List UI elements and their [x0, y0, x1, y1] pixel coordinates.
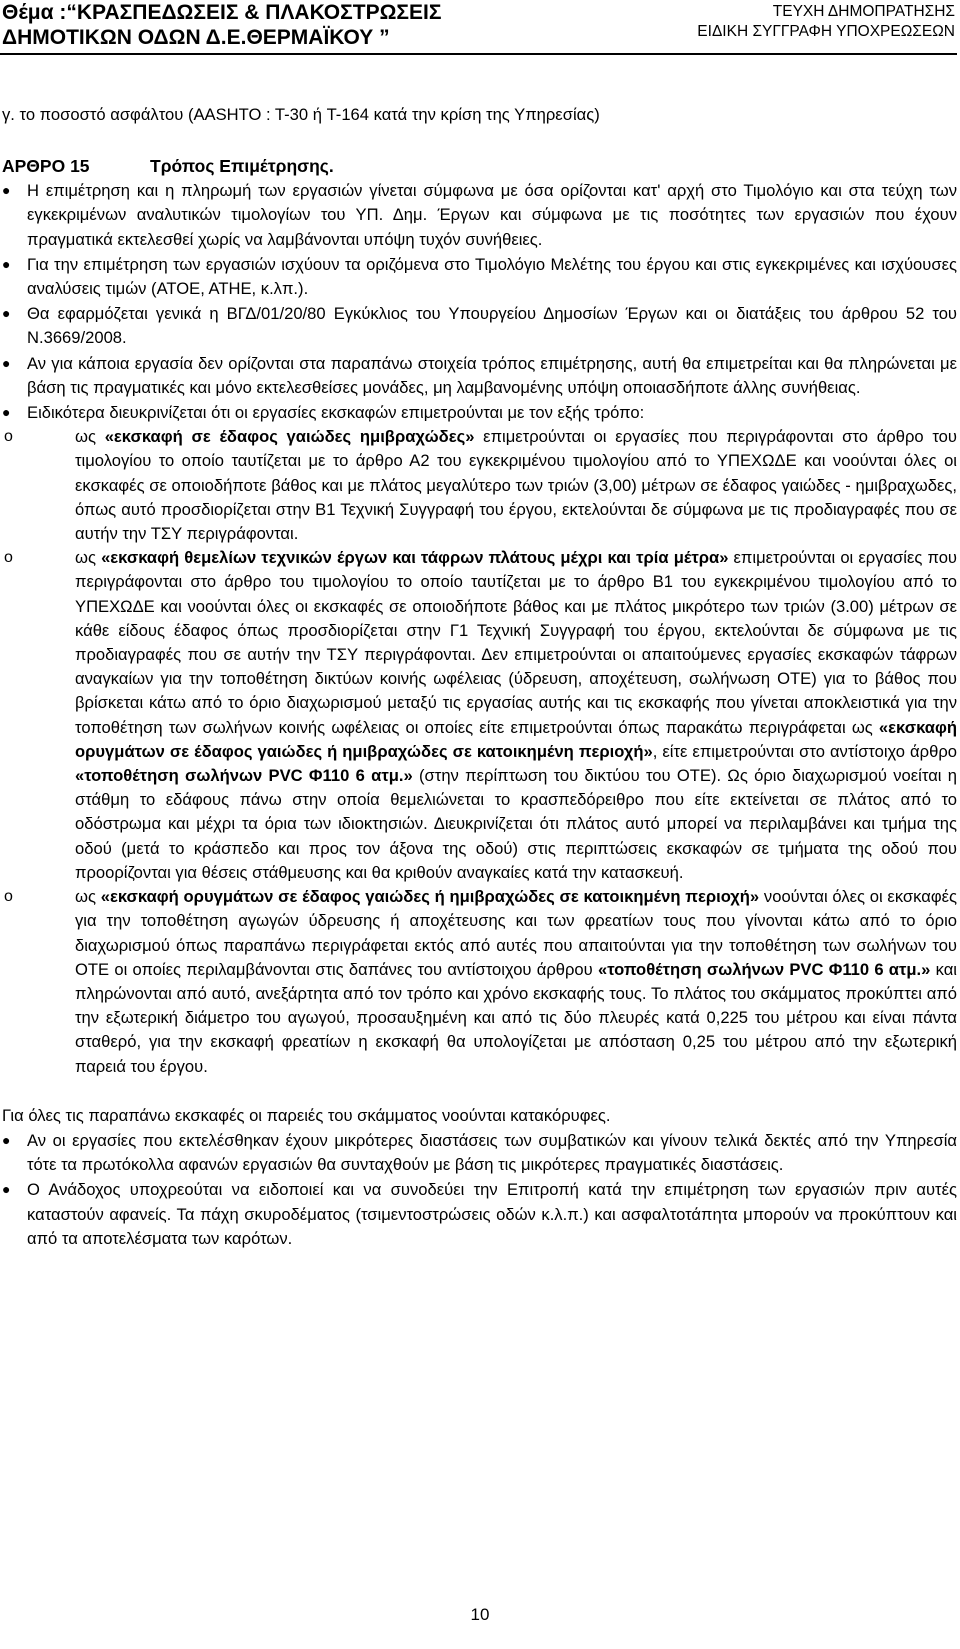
article-number: ΑΡΘΡΟ 15	[2, 156, 90, 177]
bullet-icon: ●	[2, 182, 11, 199]
bullet-icon: ●	[2, 1181, 11, 1198]
bullet-icon: ●	[2, 305, 11, 322]
circle-bullet-icon: o	[4, 428, 13, 446]
intro-line: γ. το ποσοστό ασφάλτου (AASHTO : T-30 ή T-164 κατά την κρίση της Υπηρεσίας)	[2, 105, 600, 124]
sub-text: (στην περίπτωση του δικτύου του ΟΤΕ). Ως όριο διαχωρισμού νοείται η στάθμη το εδάφους πάνω στην οποία θεμελιώνεται το κρασπεδόρειθρο που είτε εκτείνεται σε πλάτος από το οδόστρωμα και μέχρι τα όρια των ιδιοκτησιών. Διευκρινίζεται ότι πλάτος αυτό μπορεί να περιλαμβάνει και τμήμα της οδού (μετά το κράσπεδο και προς τον άξονα της οδού) στις περιπτώσεις εκσκαφών σε τμήματα της οδού που προορίζονται για θέσεις στάθμευσης και θα κριθούν αναγκαίες κατά την κατασκευή.	[75, 766, 957, 882]
bullet-icon: ●	[2, 354, 11, 371]
bullet-text: Αν οι εργασίες που εκτελέσθηκαν έχουν μικρότερες διαστάσεις των συμβατικών και γίνουν τελικά δεκτές από την Υπηρεσία τότε τα πρωτόκολλα αφανών εργασιών θα συνταχθούν με βάση τις μικρότερες πραγματικές διαστάσεις.	[27, 1130, 957, 1175]
bullet-text: Ο Ανάδοχος υποχρεούται να ειδοποιεί και να συνοδεύει την Επιτροπή κατά την επιμέτρηση των εργασιών πριν αυτές καταστούν αφανείς. Τα πάχη σκυροδέματος (τσιμεντοστρώσεις οδών κ.λ.π.) και ασφαλτοτάπητα μπορούν να προκύπτουν και από τα αποτελέσματα των καρότων.	[27, 1180, 957, 1248]
sub-text: νοούνται όλες οι εκσκαφές για την τοποθέτηση αγωγών ύδρευσης ή αποχέτευσης και των φρεατίων τους που γίνονται κάτω από το όριο διαχωρισμού όπως παραπάνω περιγράφεται εκτός από αυτές που απαιτούνται για την τοποθέτηση των σωλήνων του ΟΤΕ οι οποίες περιλαμβάνονται στις δαπάνες του αντίστοιχου άρθρου	[75, 887, 957, 979]
bullet-icon: ●	[2, 255, 11, 272]
circle-bullet-icon: o	[4, 549, 13, 567]
sub-text: ως	[75, 548, 102, 568]
sub-item-excavation-earth	[2, 425, 957, 546]
bullet-item	[2, 1128, 957, 1177]
sub-bold-term: «εκσκαφή σε έδαφος γαιώδες ημιβραχώδες»	[104, 427, 475, 447]
sub-bold-term: «εκσκαφή ορυγμάτων σε έδαφος γαιώδες ή ημιβραχώδες σε κατοικημένη περιοχή»	[100, 887, 760, 907]
bullet-item	[2, 1177, 957, 1251]
sub-bold-term: «τοποθέτηση σωλήνων PVC Φ110 6 ατμ.»	[597, 959, 931, 979]
section-line-1: ΤΕΥΧΗ ΔΗΜΟΠΡΑΤΗΣΗΣ	[772, 3, 955, 20]
sub-text: , είτε επιμετρούνται στο αντίστοιχο άρθρο	[652, 741, 957, 761]
sub-item-excavation-foundations	[2, 546, 957, 885]
section-line-2: ΕΙΔΙΚΗ ΣΥΓΓΡΑΦΗ ΥΠΟΧΡΕΩΣΕΩΝ	[697, 23, 955, 40]
sub-text: και πληρώνονται από αυτό, ανεξάρτητα από τον τρόπο και χρόνο εκσκαφής τους. Το πλάτος του σκάμματος προκύπτει από την εξωτερική διάμετρο του αγωγού, προσαυξημένη και από τις δύο πλευρές κατά 0,225 του μέτρου και είναι πάντα σταθερό, για την εκσκαφή φρεατίων η εκσκαφή θα υπολογίζεται με απόσταση 0,25 του μέτρου από την εξωτερική παρειά του έργου.	[75, 959, 957, 1076]
bullet-text: Αν για κάποια εργασία δεν ορίζονται στα παραπάνω στοιχεία τρόπος επιμέτρησης, αυτή θα επιμετρείται και θα πληρώνεται με βάση τις πραγματικές και μόνο εκτελεσθείσες μονάδες, μη λαμβανομένης υπόψη οποιασδήποτε άλλης συνήθειας.	[27, 353, 957, 397]
bullet-item	[2, 301, 957, 350]
document-title	[2, 0, 441, 50]
title-line-1: Θέμα :“ΚΡΑΣΠΕΔΩΣΕΙΣ & ΠΛΑΚΟΣΤΡΩΣΕΙΣ	[2, 1, 442, 24]
article-title: Τρόπος Επιμέτρησης.	[150, 156, 334, 177]
sub-bold-term: «τοποθέτηση σωλήνων PVC Φ110 6 ατμ.»	[75, 766, 413, 786]
sub-text: επιμετρούνται οι εργασίες που περιγράφονται στο άρθρο του τιμολογίου το οποίο ταυτίζεται με το άρθρο Α2 του εγκεκριμένου τιμολογίου από το ΥΠΕΧΩΔΕ και νοούνται όλες οι εκσκαφές σε οποιοδήποτε βάθος και με πλάτος μεγαλύτερο των τριών (3,00) μέτρων σε έδαφος γαιώδες - ημιβραχωδες, όπως αυτό προσδιορίζεται στην Β1 Τεχνική Συγγραφή του έργου, εκτελούνται δε σύμφωνα με τις προδιαγραφές που σε αυτήν την ΤΣΥ περιγράφονται.	[75, 427, 957, 544]
bullet-text: Η επιμέτρηση και η πληρωμή των εργασιών γίνεται σύμφωνα με όσα ορίζονται κατ' αρχή στο Τιμολόγιο και στα τεύχη των εγκεκριμένων αναλυτικών τιμολογίων του ΥΠ. Δημ. Έργων και σύμφωνα με τις ποσότητες των εργασιών που έχουν πραγματικά εκτελεσθεί χωρίς να λαμβάνονται υπόψη τυχόν συνήθειες.	[27, 181, 957, 249]
document-body	[2, 103, 957, 1251]
bullet-item	[2, 351, 957, 400]
document-section-label	[697, 2, 955, 42]
sub-bold-term: «εκσκαφή ορυγμάτων σε έδαφος γαιώδες ή ημιβραχώδες σε κατοικημένη περιοχή»	[75, 717, 957, 761]
sub-text: επιμετρούνται οι εργασίες που περιγράφονται στο άρθρο του τιμολογίου το οποίο ταυτίζεται με το άρθρο Β1 του εγκεκριμένου τιμολογίου από το ΥΠΕΧΩΔΕ και νοούνται όλες οι εκσκαφές σε οποιοδήποτε βάθος και με πλάτος μικρότερο των τριών (3.00) μέτρων σε κάθε είδους έδαφος όπως προσδιορίζεται στην Γ1 Τεχνική Συγγραφή του έργου, εκτελούνται δε σύμφωνα με τις προδιαγραφές που σε αυτήν την ΤΣΥ περιγράφονται. Δεν επιμετρούνται οι απαιτούμενες εργασίες εκσκαφών τάφρων αναγκαίων για την τοποθέτηση δικτύων κοινής ωφέλειας (ύδρευση, αποχέτευση, σωλήνωση ΟΤΕ) για το βάθος που βρίσκεται κάτω από το όριο διαχωρισμού μεταξύ τις εργασίας αυτής και τις εκσκαφής που γίνεται αποκλειστικά για την τοποθέτηση των σωλήνων κοινής ωφέλειας οι οποίες είτε επιμετρούνται όπως παρακάτω περιγράφεται ως	[75, 548, 957, 737]
bullet-icon: ●	[2, 404, 11, 421]
page-number: 10	[470, 1605, 490, 1624]
circle-bullet-icon: o	[4, 888, 13, 906]
article-heading	[2, 154, 957, 178]
bullet-text: Ειδικότερα διευκρινίζεται ότι οι εργασίες εκσκαφών επιμετρούνται με τον εξής τρόπο:	[27, 403, 645, 423]
sub-bold-term: «εκσκαφή θεμελίων τεχνικών έργων και τάφρων πλάτους μέχρι και τρία μέτρα»	[101, 548, 729, 568]
bullet-text: Για την επιμέτρηση των εργασιών ισχύουν τα οριζόμενα στο Τιμολόγιο Μελέτης του έργου και στις εγκεκριμένες και ισχύουσες αναλύσεις τιμών (ΑΤΟΕ, ΑΤΗΕ, κ.λπ.).	[27, 254, 957, 299]
title-line-2: ΔΗΜΟΤΙΚΩΝ ΟΔΩΝ Δ.Ε.ΘΕΡΜΑΪΚΟΥ ”	[2, 26, 390, 49]
bullet-item	[2, 400, 957, 425]
closing-line: Για όλες τις παραπάνω εκσκαφές οι παρειές του σκάμματος νοούνται κατακόρυφες.	[2, 1105, 611, 1125]
bullet-icon: ●	[2, 1131, 11, 1148]
bullet-item	[2, 178, 957, 252]
header-divider	[0, 53, 957, 55]
sub-item-excavation-residential	[2, 885, 957, 1079]
sub-text: ως	[75, 427, 105, 447]
bullet-text: Θα εφαρμόζεται γενικά η ΒΓΔ/01/20/80 Εγκύκλιος του Υπουργείου Δημοσίων Έργων και οι διατάξεις του άρθρου 52 του Ν.3669/2008.	[27, 304, 957, 348]
bullet-item	[2, 252, 957, 301]
sub-text: ως	[75, 887, 101, 907]
